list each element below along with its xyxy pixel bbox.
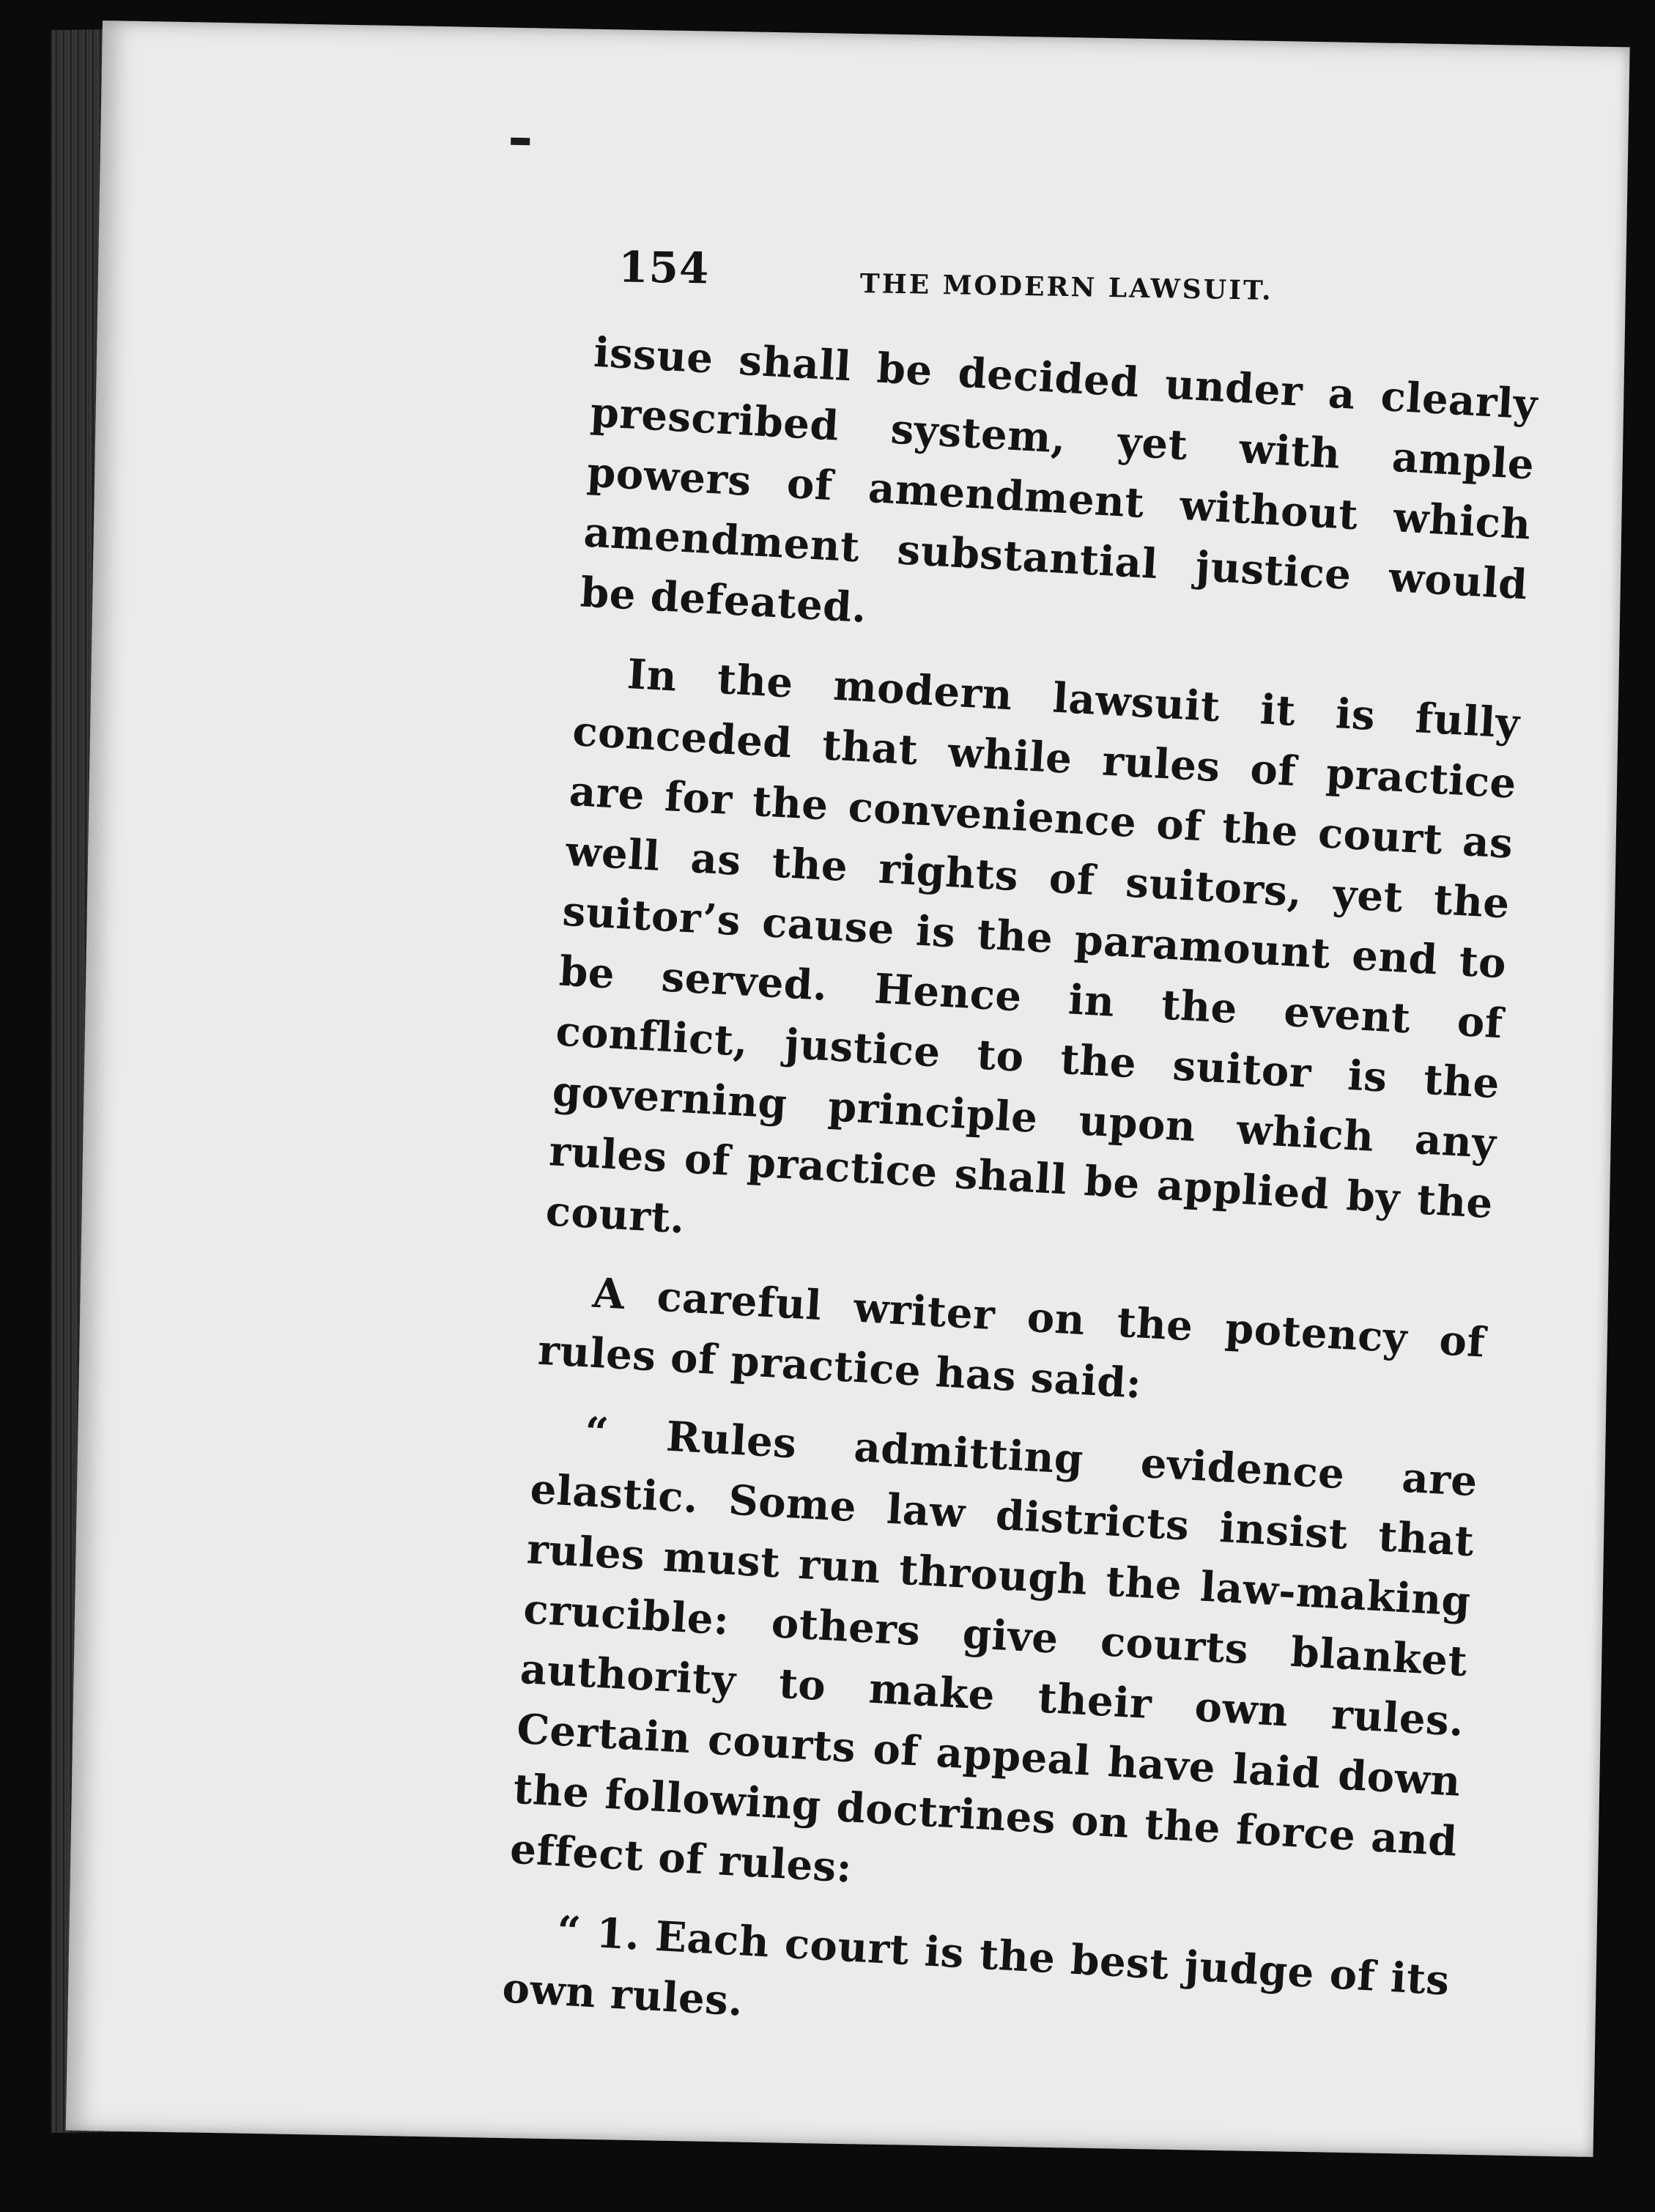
paragraph-quote-item-1: “ 1. Each court is the best judge of its own rules. bbox=[500, 1906, 1451, 2026]
page-content bbox=[478, 240, 1564, 2057]
ink-mark bbox=[511, 138, 530, 145]
paragraph-careful-writer: A careful writer on the potency of rules of practice has said: bbox=[536, 1268, 1486, 1408]
body-text bbox=[501, 322, 1539, 2071]
book-page bbox=[66, 21, 1630, 2157]
paragraph-quote-rules: “ Rules admitting evidence are elastic. Some law districts insist that rules must run through the law-making crucible: others give courts blanket authority to make their own rules. Certain courts of appeal have laid down the following doctrines on the force and effect of rules: bbox=[508, 1408, 1479, 1893]
running-head bbox=[508, 240, 1564, 339]
paragraph-modern-lawsuit: In the modern lawsuit it is fully conceded that while rules of practice are for the convenience of the court as well as the rights of suitors, yet the suitor’s cause is the paramount end to be served. Hence in the event of conflict, justice to the suitor is the governing principle upon which any rules of practice shall be applied by the court. bbox=[544, 650, 1522, 1243]
running-title: THE MODERN LAWSUIT. bbox=[859, 268, 1273, 306]
paragraph-continuation: issue shall be decided under a clearly prescribed system, yet with ample powers of amendment without which amendment substantial justice would be defeated. bbox=[579, 328, 1539, 633]
page-number: 154 bbox=[618, 242, 710, 294]
